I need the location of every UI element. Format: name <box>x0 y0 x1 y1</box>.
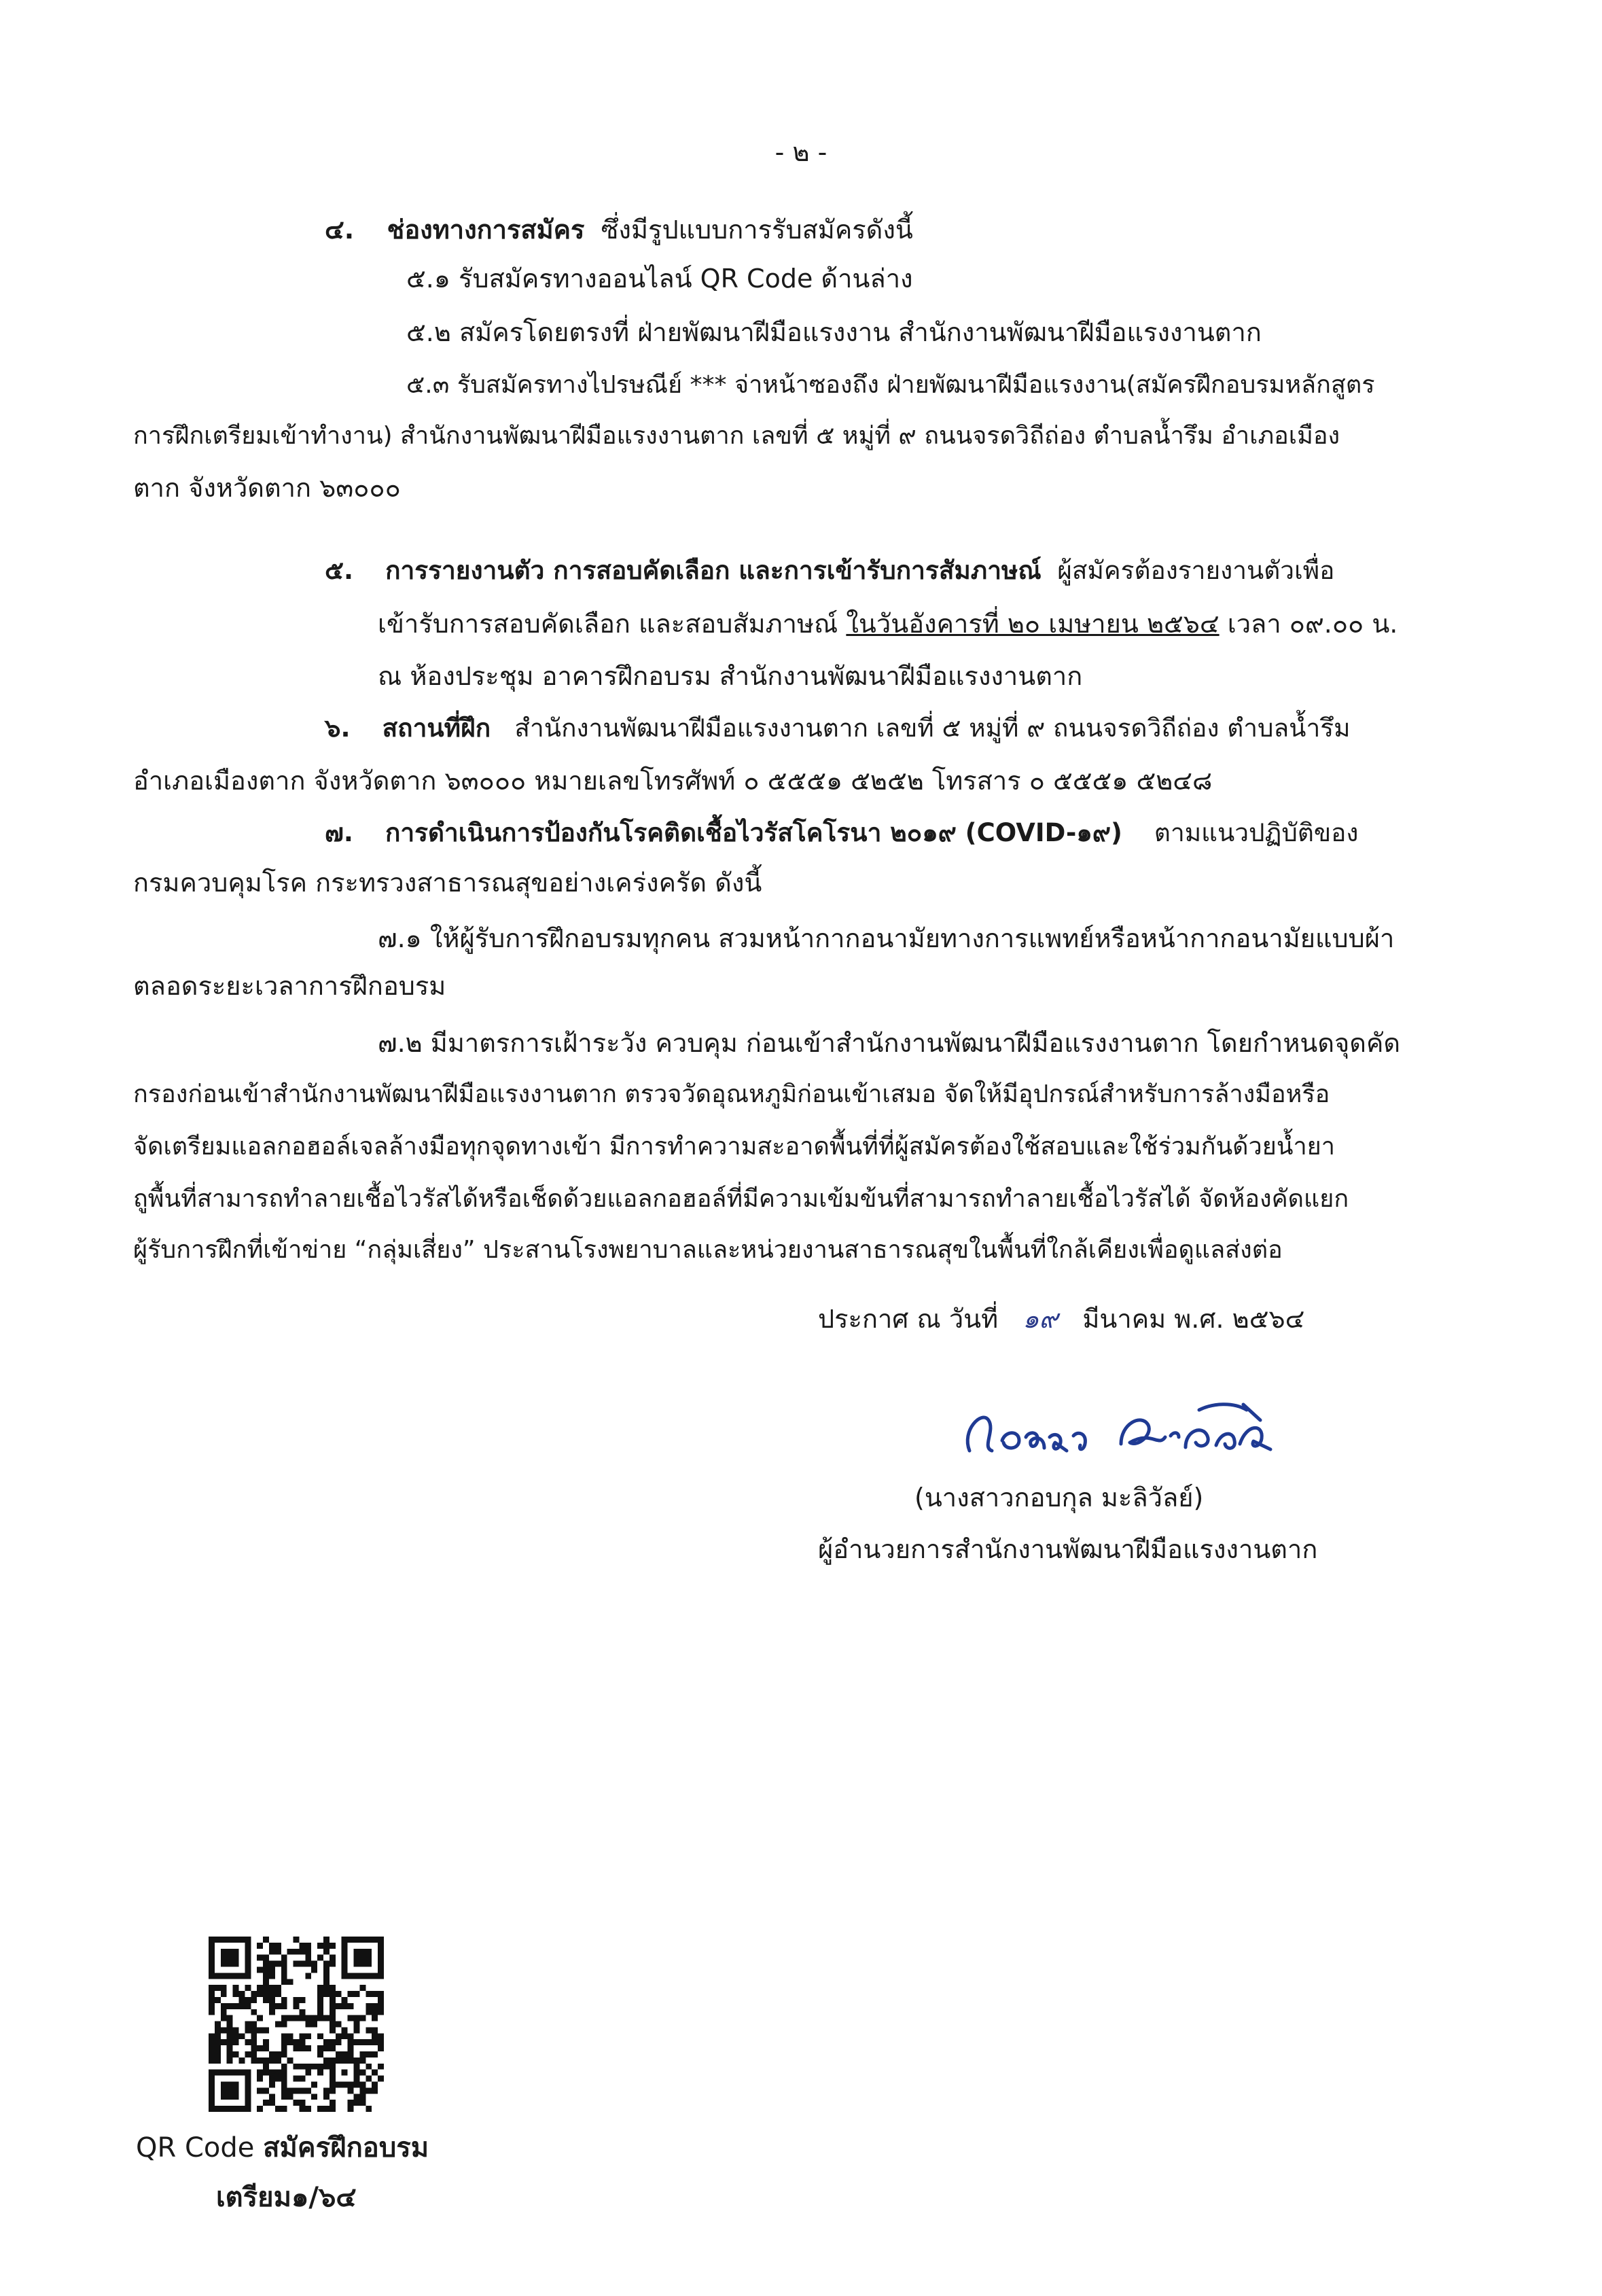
section-5-title: การรายงานตัว การสอบคัดเลือก และการเข้ารับการสัมภาษณ์ <box>385 556 1042 585</box>
section-5-rest: ผู้สมัครต้องรายงานตัวเพื่อ <box>1057 556 1335 585</box>
qr-caption-bold: สมัครฝึกอบรม <box>263 2132 429 2163</box>
section-7-1-line-2: ตลอดระยะเวลาการฝึกอบรม <box>133 971 446 1001</box>
signature-image <box>955 1383 1281 1485</box>
section-7-rest: ตามแนวปฏิบัติของ <box>1154 818 1359 847</box>
section-4-item-3-line-2: การฝึกเตรียมเข้าทำงาน) สำนักงานพัฒนาฝีมือแรงงานตาก เลขที่ ๕ หมู่ที่ ๙ ถนนจรดวิถีถ่อง ตำบลน้ำรึม อำเภอเมือง <box>133 422 1340 450</box>
section-5-line-2-pre: เข้ารับการสอบคัดเลือก และสอบสัมภาษณ์ <box>378 609 838 639</box>
section-7-number: ๗. <box>325 818 353 847</box>
qr-caption-prefix: QR Code <box>136 2132 255 2163</box>
section-6-heading <box>325 709 1351 747</box>
section-4-number: ๔. <box>325 215 355 245</box>
section-4-item-3-line-3: ตาก จังหวัดตาก ๖๓๐๐๐ <box>133 473 401 503</box>
signer-position: ผู้อำนวยการสำนักงานพัฒนาฝีมือแรงงานตาก <box>818 1534 1318 1564</box>
page-number: - ๒ - <box>775 137 827 167</box>
qr-caption-line-2: เตรียม๑/๖๔ <box>216 2182 357 2213</box>
section-5-time: เวลา ๐๙.๐๐ น. <box>1227 609 1398 639</box>
section-7-title: การดำเนินการป้องกันโรคติดเชื้อไวรัสโคโรนา ๒๐๑๙ (COVID-๑๙) <box>385 818 1122 847</box>
section-7-1-line-1: ๗.๑ ให้ผู้รับการฝึกอบรมทุกคน สวมหน้ากากอนามัยทางการแพทย์หรือหน้ากากอนามัยแบบผ้า <box>378 923 1395 953</box>
section-4-item-2: ๕.๒ สมัครโดยตรงที่ ฝ่ายพัฒนาฝีมือแรงงาน สำนักงานพัฒนาฝีมือแรงงานตาก <box>406 317 1262 347</box>
announcement-suffix: มีนาคม พ.ศ. ๒๕๖๔ <box>1082 1304 1305 1334</box>
section-5-line-3: ณ ห้องประชุม อาคารฝึกอบรม สำนักงานพัฒนาฝีมือแรงงานตาก <box>378 661 1083 691</box>
section-7-2-line-3: จัดเตรียมแอลกอฮอล์เจลล้างมือทุกจุดทางเข้า มีการทำความสะอาดพื้นที่ที่ผู้สมัครต้องใช้สอบและใช้ร่วมกันด้วยน้ำยา <box>133 1133 1335 1161</box>
section-5-line-2 <box>378 605 1398 643</box>
section-5-number: ๕. <box>325 556 354 585</box>
announcement-date <box>818 1300 1304 1338</box>
section-6-title: สถานที่ฝึก <box>382 713 491 743</box>
section-7-line-2: กรมควบคุมโรค กระทรวงสาธารณสุขอย่างเคร่งครัด ดังนี้ <box>133 868 762 898</box>
section-7-heading <box>325 814 1358 852</box>
qr-code-image[interactable] <box>209 1937 384 2112</box>
qr-caption-line-1 <box>136 2127 429 2168</box>
section-6-rest: สำนักงานพัฒนาฝีมือแรงงานตาก เลขที่ ๕ หมู่ที่ ๙ ถนนจรดวิถีถ่อง ตำบลน้ำรึม <box>514 713 1351 743</box>
section-6-number: ๖. <box>325 713 351 743</box>
announcement-prefix: ประกาศ ณ วันที่ <box>818 1304 999 1334</box>
section-7-2-line-1: ๗.๒ มีมาตรการเฝ้าระวัง ควบคุม ก่อนเข้าสำนักงานพัฒนาฝีมือแรงงานตาก โดยกำหนดจุดคัด <box>378 1028 1401 1058</box>
section-4-heading <box>325 211 913 249</box>
section-7-2-line-5: ผู้รับการฝึกที่เข้าข่าย “กลุ่มเสี่ยง” ประสานโรงพยาบาลและหน่วยงานสาธารณสุขในพื้นที่ใกล้เคียงเพื่อดูแลส่งต่อ <box>133 1236 1283 1264</box>
section-7-2-line-4: ถูพื้นที่สามารถทำลายเชื้อไวรัสได้หรือเช็ดด้วยแอลกอฮอล์ที่มีความเข้มข้นที่สามารถทำลายเชื้อไวรัสได้ จัดห้องคัดแยก <box>133 1185 1349 1213</box>
section-4-item-3-line-1: ๕.๓ รับสมัครทางไปรษณีย์ *** จ่าหน้าซองถึง ฝ่ายพัฒนาฝีมือแรงงาน(สมัครฝึกอบรมหลักสูตร <box>406 371 1375 399</box>
section-7-2-line-2: กรองก่อนเข้าสำนักงานพัฒนาฝีมือแรงงานตาก ตรวจวัดอุณหภูมิก่อนเข้าเสมอ จัดให้มีอุปกรณ์สำหรับการล้างมือหรือ <box>133 1080 1330 1108</box>
section-5-date: ในวันอังคารที่ ๒๐ เมษายน ๒๕๖๔ <box>846 609 1220 639</box>
section-4-title: ช่องทางการสมัคร <box>387 215 585 245</box>
signer-name: (นางสาวกอบกุล มะลิวัลย์) <box>914 1483 1204 1513</box>
section-5-heading <box>325 552 1334 590</box>
section-4-item-1: ๕.๑ รับสมัครทางออนไลน์ QR Code ด้านล่าง <box>406 264 913 294</box>
section-6-line-2: อำเภอเมืองตาก จังหวัดตาก ๖๓๐๐๐ หมายเลขโทรศัพท์ ๐ ๕๕๕๑ ๕๒๕๒ โทรสาร ๐ ๕๕๕๑ ๕๒๔๘ <box>133 766 1213 796</box>
announcement-day: ๑๙ <box>1022 1304 1058 1334</box>
section-4-intro: ซึ่งมีรูปแบบการรับสมัครดังนี้ <box>601 215 913 245</box>
